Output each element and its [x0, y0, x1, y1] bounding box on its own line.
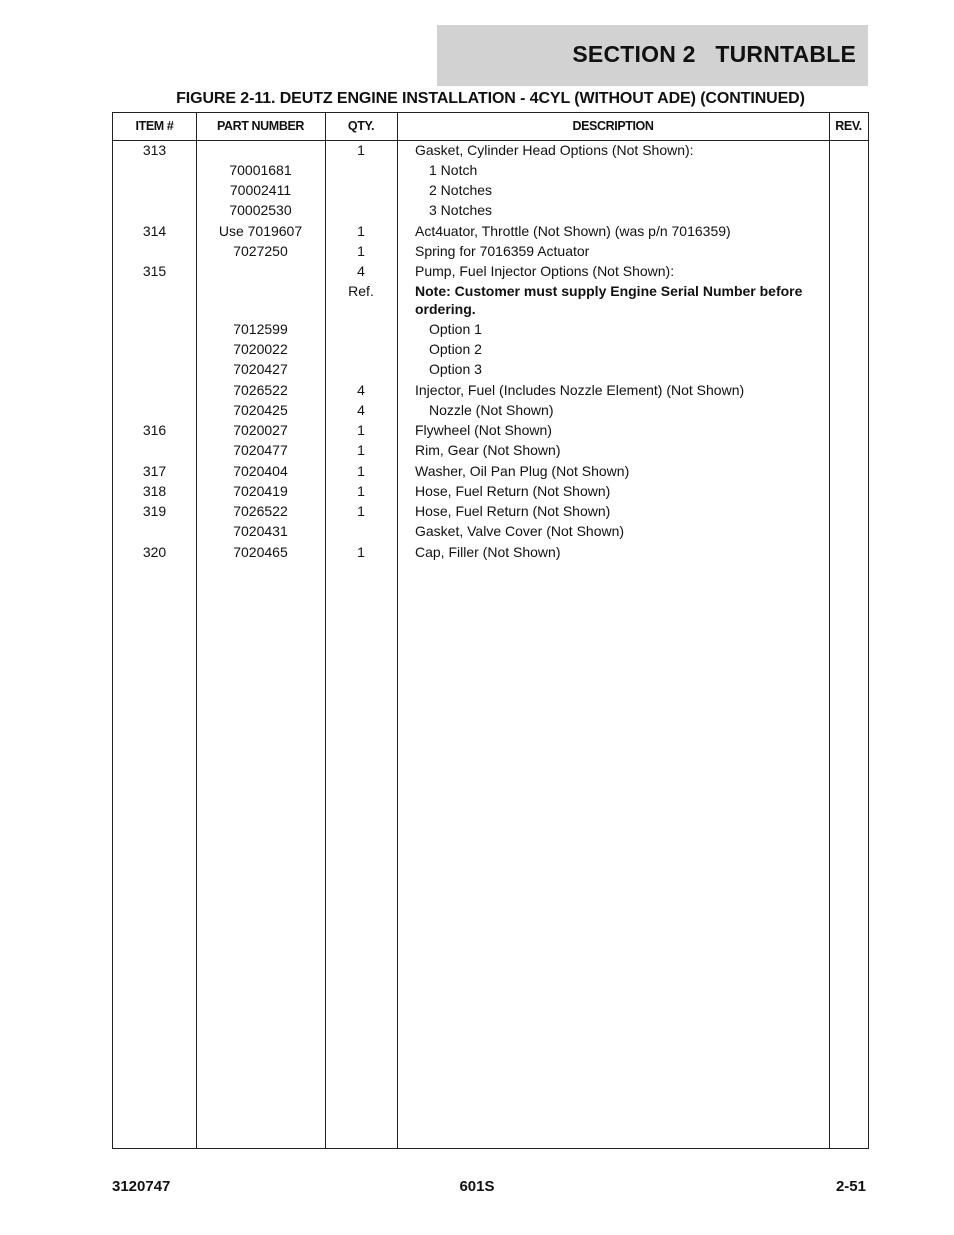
part-number-cell: 7027250 — [233, 243, 288, 259]
description-cell: Gasket, Valve Cover (Not Shown) — [415, 523, 625, 539]
part-number-cell: 70002530 — [229, 202, 292, 218]
description-cell: Injector, Fuel (Includes Nozzle Element) (Not Shown) — [415, 382, 745, 398]
description-cell: 1 Notch — [429, 162, 478, 178]
part-number-cell: 70002411 — [229, 182, 292, 198]
part-number-cell: 7020465 — [233, 544, 288, 560]
qty-cell: 1 — [357, 422, 365, 438]
qty-cell: 4 — [357, 402, 365, 418]
item-cell: 314 — [142, 223, 167, 239]
table-header — [113, 113, 868, 141]
description-cell: Option 3 — [429, 361, 482, 377]
part-number-cell: 70001681 — [229, 162, 292, 178]
item-cell: 317 — [142, 463, 167, 479]
header-description: DESCRIPTION — [572, 119, 654, 133]
description-cell: Option 1 — [429, 321, 482, 337]
header-item: ITEM # — [135, 119, 174, 133]
footer-page-number: 2-51 — [835, 1178, 866, 1195]
qty-cell: 1 — [357, 503, 365, 519]
description-cell: Washer, Oil Pan Plug (Not Shown) — [415, 463, 630, 479]
item-cell: 320 — [142, 544, 167, 560]
description-cell: Rim, Gear (Not Shown) — [415, 442, 561, 458]
qty-cell: 4 — [357, 263, 365, 279]
description-cell: Gasket, Cylinder Head Options (Not Shown): — [415, 142, 694, 158]
item-cell: 319 — [142, 503, 167, 519]
part-number-cell: 7020027 — [233, 422, 288, 438]
part-number-cell: 7020477 — [233, 442, 288, 458]
qty-cell: 1 — [357, 243, 365, 259]
section-title: SECTION 2 TURNTABLE — [572, 41, 856, 67]
header-qty: QTY. — [347, 119, 375, 133]
description-cell: Note: Customer must supply Engine Serial Number before ordering. — [415, 283, 803, 317]
figure-title: FIGURE 2-11. DEUTZ ENGINE INSTALLATION - 4CYL (WITHOUT ADE) (CONTINUED) — [176, 90, 805, 107]
item-cell: 313 — [142, 142, 167, 158]
item-cell: 316 — [142, 422, 167, 438]
qty-cell: Ref. — [348, 283, 374, 299]
description-cell: Flywheel (Not Shown) — [415, 422, 552, 438]
description-cell: Act4uator, Throttle (Not Shown) (was p/n 7016359) — [415, 223, 731, 239]
qty-cell: 1 — [357, 223, 365, 239]
qty-cell: 4 — [357, 382, 365, 398]
section-header-bar — [437, 25, 868, 86]
part-number-cell: 7020022 — [233, 341, 288, 357]
qty-cell: 1 — [357, 483, 365, 499]
qty-cell: 1 — [357, 142, 365, 158]
parts-table — [112, 112, 869, 1149]
part-number-cell: 7026522 — [233, 382, 288, 398]
description-cell: Cap, Filler (Not Shown) — [415, 544, 561, 560]
item-cell: 315 — [142, 263, 167, 279]
qty-cell: 1 — [357, 463, 365, 479]
description-cell: 2 Notches — [429, 182, 493, 198]
qty-cell: 1 — [357, 442, 365, 458]
part-number-cell: Use 7019607 — [218, 223, 303, 239]
description-cell: Nozzle (Not Shown) — [429, 402, 554, 418]
part-number-cell: 7020427 — [233, 361, 288, 377]
part-number-cell: 7020431 — [233, 523, 288, 539]
column-divider — [397, 113, 398, 1148]
description-cell: Option 2 — [429, 341, 482, 357]
footer-model: 601S — [459, 1178, 495, 1195]
header-part-number: PART NUMBER — [216, 119, 305, 133]
description-cell: Pump, Fuel Injector Options (Not Shown): — [415, 263, 675, 279]
column-divider — [829, 113, 830, 1148]
description-cell: Hose, Fuel Return (Not Shown) — [415, 503, 611, 519]
description-cell: Spring for 7016359 Actuator — [415, 243, 590, 259]
part-number-cell: 7020404 — [233, 463, 288, 479]
item-cell: 318 — [142, 483, 167, 499]
footer-document-number: 3120747 — [112, 1178, 171, 1195]
part-number-cell: 7012599 — [233, 321, 288, 337]
qty-cell: 1 — [357, 544, 365, 560]
part-number-cell: 7026522 — [233, 503, 288, 519]
description-cell: Hose, Fuel Return (Not Shown) — [415, 483, 611, 499]
part-number-cell: 7020419 — [233, 483, 288, 499]
part-number-cell: 7020425 — [233, 402, 288, 418]
column-divider — [196, 113, 197, 1148]
description-cell: 3 Notches — [429, 202, 493, 218]
header-rev: REV. — [835, 119, 862, 133]
